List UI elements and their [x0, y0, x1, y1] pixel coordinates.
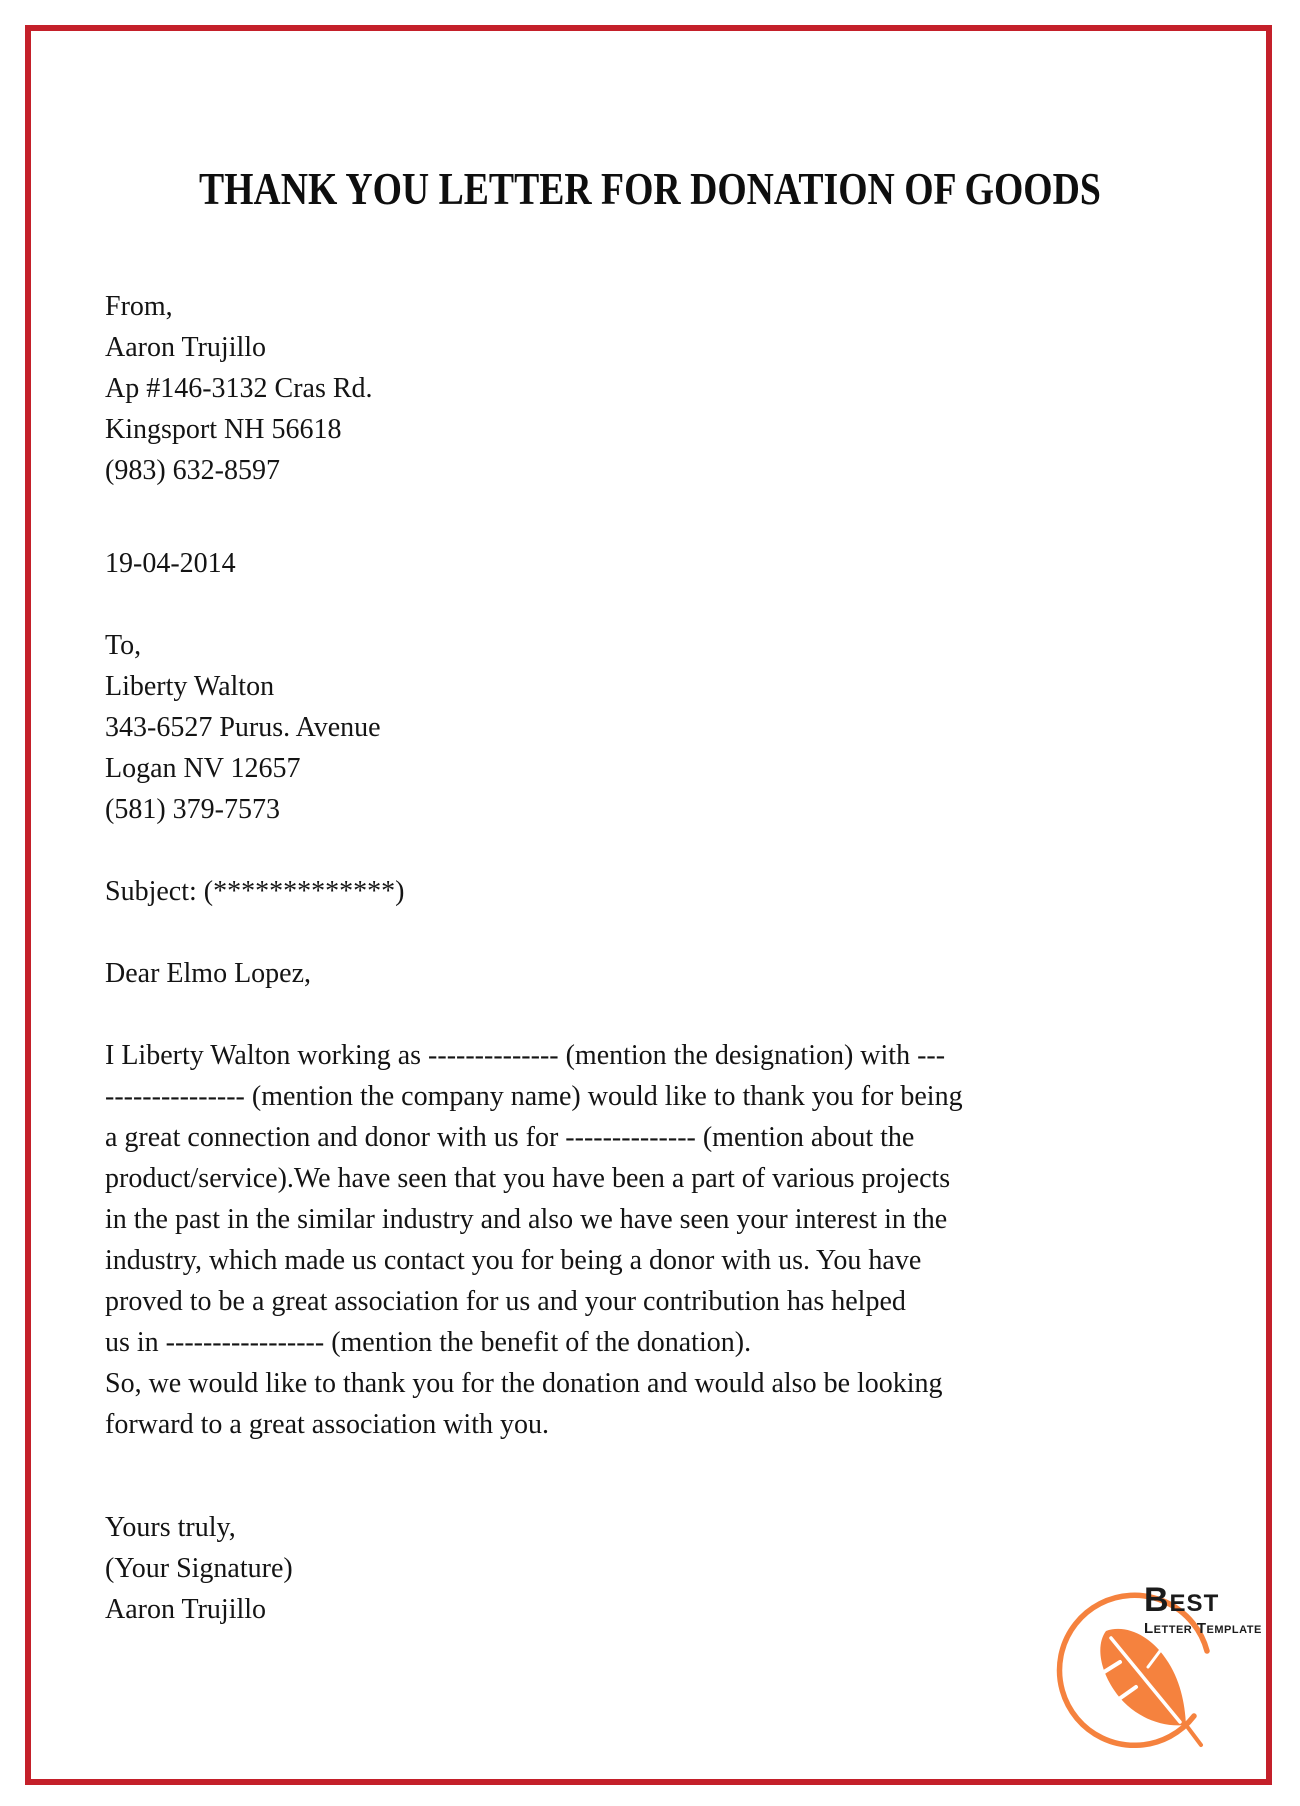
- recipient-block: [105, 625, 1095, 830]
- letter-content: [105, 286, 1095, 1630]
- body-line: So, we would like to thank you for the donation and would also be looking: [105, 1368, 943, 1399]
- letter-date: 19-04-2014: [105, 548, 236, 579]
- sender-name: Aaron Trujillo: [105, 332, 267, 363]
- recipient-name: Liberty Walton: [105, 671, 275, 702]
- to-label: To,: [105, 630, 142, 661]
- body-line: product/service).We have seen that you have been a part of various projects: [105, 1163, 951, 1194]
- recipient-address-line2: Logan NV 12657: [105, 753, 301, 784]
- body-line: in the past in the similar industry and also we have seen your interest in the: [105, 1204, 948, 1235]
- body-line: a great connection and donor with us for -------------- (mention about the: [105, 1122, 915, 1153]
- closing-phrase: Yours truly,: [105, 1512, 236, 1543]
- sender-address-line1: Ap #146-3132 Cras Rd.: [105, 373, 373, 404]
- sender-block: [105, 286, 1095, 491]
- signature-name: Aaron Trujillo: [105, 1594, 267, 1625]
- brand-logo: [1040, 1575, 1275, 1780]
- body-line: forward to a great association with you.: [105, 1409, 549, 1440]
- logo-brand-text: Best: [1144, 1581, 1220, 1619]
- body-line: I Liberty Walton working as -------------- (mention the designation) with ---: [105, 1040, 946, 1071]
- recipient-address-line1: 343-6527 Purus. Avenue: [105, 712, 381, 743]
- sender-address-line2: Kingsport NH 56618: [105, 414, 342, 445]
- body-line: us in ----------------- (mention the benefit of the donation).: [105, 1327, 752, 1358]
- recipient-phone: (581) 379-7573: [105, 794, 280, 825]
- sender-phone: (983) 632-8597: [105, 455, 280, 486]
- body-line: industry, which made us contact you for being a donor with us. You have: [105, 1245, 922, 1276]
- letter-title-text: THANK YOU LETTER FOR DONATION OF GOODS: [199, 163, 1101, 214]
- salutation: Dear Elmo Lopez,: [105, 958, 312, 989]
- body-line: --------------- (mention the company name) would like to thank you for being: [105, 1081, 963, 1112]
- signature-placeholder: (Your Signature): [105, 1553, 293, 1584]
- subject-line: Subject: (*************): [105, 876, 405, 907]
- body-paragraph: [105, 1035, 1095, 1445]
- from-label: From,: [105, 291, 173, 322]
- body-line: proved to be a great association for us and your contribution has helped: [105, 1286, 906, 1317]
- closing-block: [105, 1507, 1095, 1630]
- logo-tagline-text: Letter Template: [1144, 1620, 1262, 1637]
- letter-title: [0, 164, 1300, 220]
